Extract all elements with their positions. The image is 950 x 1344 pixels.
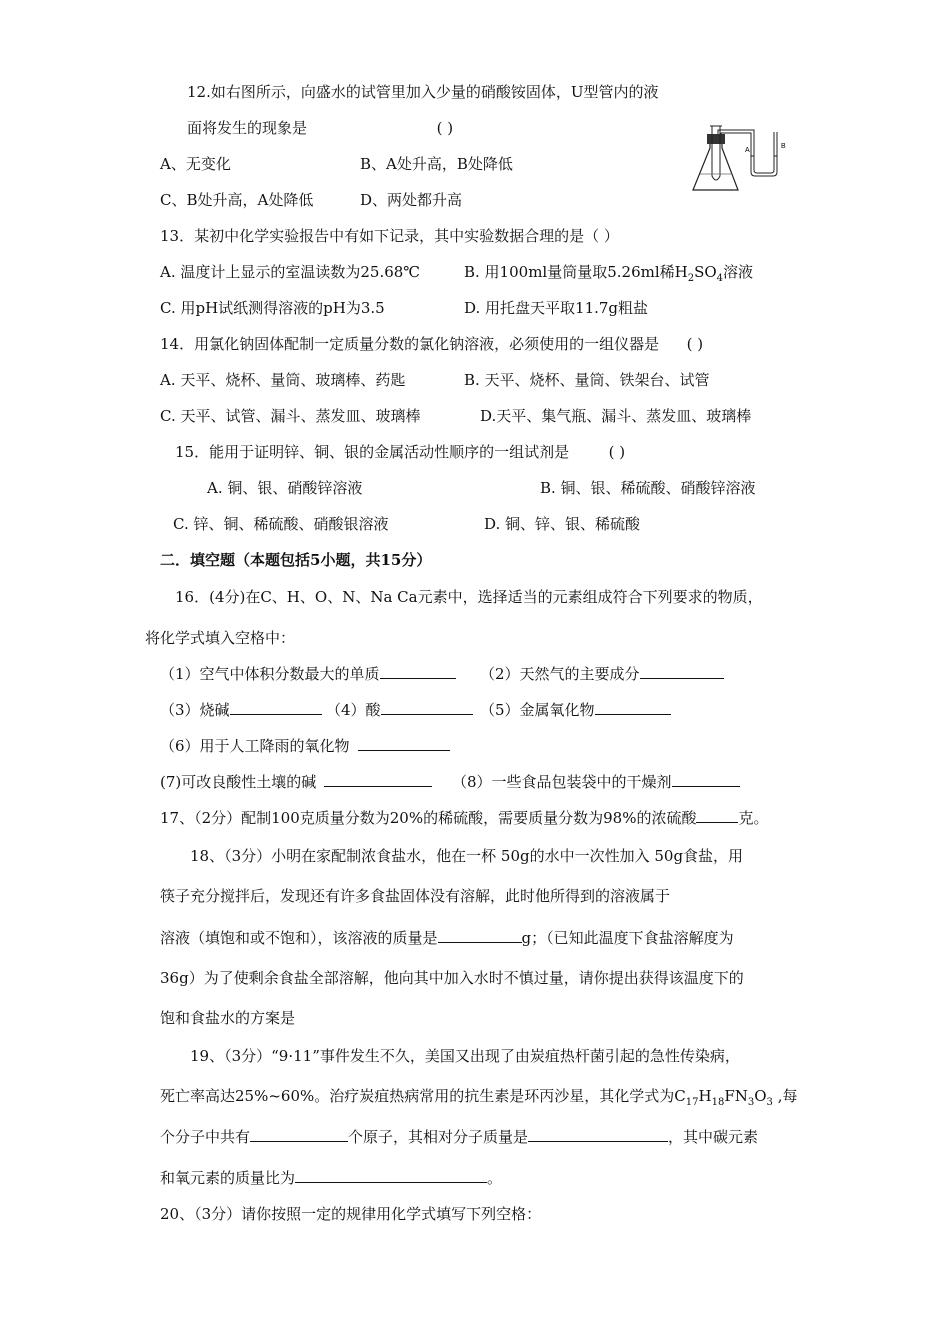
q19-line3 — [160, 1127, 758, 1147]
q19-formula — [674, 1087, 773, 1108]
q18-line2: 筷子充分搅拌后，发现还有许多食盐固体没有溶解，此时他所得到的溶液属于 — [160, 887, 671, 905]
q16-item-6 — [160, 736, 450, 756]
q16-item-7-blank[interactable] — [324, 772, 432, 787]
q15-option-d: D. 铜、锌、银、稀硫酸 — [484, 515, 641, 533]
q15-stem — [175, 442, 625, 462]
q15-option-a: A. 铜、银、硝酸锌溶液 — [207, 479, 363, 497]
q19-line2-pre: 死亡率高达25%~60%。治疗炭疽热病常用的抗生素是环丙沙星，其化学式为 — [160, 1087, 675, 1105]
q13-option-b-pre: B. 用100ml量筒量取5.26ml稀H — [464, 263, 688, 281]
q15-answer-paren: ( ) — [608, 443, 626, 461]
q13-option-b-sub1: 2 — [687, 273, 695, 284]
q14-option-b: B. 天平、烧杯、量筒、铁架台、试管 — [464, 371, 710, 389]
q18-line3 — [160, 928, 734, 948]
q13-option-c: C. 用pH试纸测得溶液的pH为3.5 — [160, 299, 385, 317]
q16-item-2-blank[interactable] — [640, 664, 724, 679]
q16-stem-line1: 16．(4分)在C、H、O、N、Na Ca元素中，选择适当的元素组成符合下列要求的物质， — [175, 588, 763, 606]
q19-formula-o-sub: 3 — [766, 1097, 773, 1108]
q19-line3-b: 个原子，其相对分子质量是 — [348, 1128, 529, 1146]
q17-stem-unit: 克。 — [738, 809, 769, 827]
q12-stem-text: 面将发生的现象是 — [187, 119, 308, 137]
q12-answer-paren: ( ) — [436, 119, 454, 137]
q14-option-d: D.天平、集气瓶、漏斗、蒸发皿、玻璃棒 — [480, 407, 752, 425]
q12-option-b: B、A处升高，B处降低 — [360, 155, 513, 173]
q16-item-8 — [452, 772, 740, 792]
q16-item-4-blank[interactable] — [381, 700, 473, 715]
q14-answer-paren: ( ) — [686, 335, 704, 353]
q17-stem-text: 17、（2分）配制100克质量分数为20%的稀硫酸，需要质量分数为98%的浓硫酸 — [160, 809, 697, 827]
q16-item-6-label: （6）用于人工降雨的氧化物 — [160, 737, 350, 755]
q14-stem — [160, 334, 703, 354]
q14-option-a: A. 天平、烧杯、量筒、玻璃棒、药匙 — [160, 371, 406, 389]
q16-item-7-label: (7)可改良酸性土壤的碱 — [160, 773, 317, 791]
q15-stem-text: 15．能用于证明锌、铜、银的金属活动性顺序的一组试剂是 — [175, 443, 570, 461]
q16-item-6-blank[interactable] — [358, 736, 450, 751]
q20-line1: 20、（3分）请你按照一定的规律用化学式填写下列空格： — [160, 1205, 542, 1223]
q19-formula-fn: FN — [724, 1087, 748, 1105]
q19-mass-ratio-blank[interactable] — [295, 1168, 487, 1183]
q13-option-a: A. 温度计上显示的室温读数为25.68℃ — [160, 263, 421, 281]
section-2-heading: 二．填空题（本题包括5小题，共15分） — [160, 551, 432, 569]
q19-formula-h: H — [698, 1087, 712, 1105]
q13-option-b — [464, 262, 753, 282]
q13-option-b-post: 溶液 — [723, 263, 754, 281]
q17-stem — [160, 808, 768, 828]
q12-stem-line1: 12.如右图所示，向盛水的试管里加入少量的硝酸铵固体，U型管内的液 — [187, 83, 659, 101]
q19-atom-count-blank[interactable] — [250, 1127, 348, 1142]
q13-option-d: D. 用托盘天平取11.7g粗盐 — [464, 299, 649, 317]
q18-line1: 18、（3分）小明在家配制浓食盐水，他在一杯 50g的水中一次性加入 50g食盐，用 — [190, 847, 744, 865]
q12-option-d: D、两处都升高 — [360, 191, 463, 209]
u-tube-apparatus-figure — [688, 112, 798, 198]
q16-item-3-blank[interactable] — [230, 700, 322, 715]
q18-line5: 饱和食盐水的方案是 — [160, 1009, 296, 1027]
q16-item-3-label: （3）烧碱 — [160, 701, 230, 719]
q19-line4-post: 。 — [487, 1169, 503, 1187]
q17-blank[interactable] — [696, 808, 738, 823]
q18-line4: 36g）为了使剩余食盐全部溶解，他向其中加入水时不慎过量，请你提出获得该温度下的 — [160, 969, 744, 987]
q15-option-c: C. 锌、铜、稀硫酸、硝酸银溶液 — [173, 515, 389, 533]
q19-line4-pre: 和氧元素的质量比为 — [160, 1169, 296, 1187]
q19-line3-c: ，其中碳元素 — [668, 1128, 759, 1146]
q16-item-8-label: （8）一些食品包装袋中的干燥剂 — [452, 773, 672, 791]
q19-line3-a: 个分子中共有 — [160, 1128, 251, 1146]
q12-option-c: C、B处升高，A处降低 — [160, 191, 314, 209]
q18-line3-post: g；（已知此温度下食盐溶解度为 — [521, 929, 734, 947]
q16-item-1 — [160, 664, 456, 684]
q13-option-b-mid: SO — [694, 263, 717, 281]
q19-formula-h-sub: 18 — [711, 1097, 725, 1108]
q16-item-8-blank[interactable] — [672, 772, 740, 787]
q19-line2 — [160, 1086, 797, 1106]
q16-item-2 — [480, 664, 724, 684]
q16-item-5-label: （5）金属氧化物 — [480, 701, 595, 719]
q16-item-5 — [480, 700, 671, 720]
q12-stem-line2 — [187, 118, 453, 138]
q12-option-a: A、无变化 — [160, 155, 231, 173]
q19-formula-c: C — [674, 1087, 686, 1105]
q16-item-1-label: （1）空气中体积分数最大的单质 — [160, 665, 380, 683]
q16-item-4 — [326, 700, 473, 720]
q16-item-4-label: （4）酸 — [326, 701, 381, 719]
figure-label-a: A — [745, 147, 750, 154]
q19-molar-mass-blank[interactable] — [528, 1127, 668, 1142]
q16-item-2-label: （2）天然气的主要成分 — [480, 665, 640, 683]
figure-label-b: B — [781, 143, 786, 150]
q16-item-1-blank[interactable] — [380, 664, 456, 679]
q16-item-3 — [160, 700, 322, 720]
q13-stem: 13．某初中化学实验报告中有如下记录，其中实验数据合理的是（ ） — [160, 227, 619, 245]
q16-item-5-blank[interactable] — [595, 700, 671, 715]
q19-formula-o: O — [754, 1087, 767, 1105]
q18-line3-pre: 溶液（填饱和或不饱和），该溶液的质量是 — [160, 929, 438, 947]
q19-formula-n-sub: 3 — [747, 1097, 755, 1108]
q13-option-b-sub2: 4 — [716, 273, 724, 284]
q19-formula-c-sub: 17 — [685, 1097, 699, 1108]
q19-line2-post: ,每 — [772, 1087, 798, 1105]
q19-line4 — [160, 1168, 502, 1188]
q14-option-c: C. 天平、试管、漏斗、蒸发皿、玻璃棒 — [160, 407, 421, 425]
q19-line1: 19、（3分）“9·11”事件发生不久，美国又出现了由炭疽热杆菌引起的急性传染病， — [190, 1047, 740, 1065]
q18-mass-blank[interactable] — [438, 928, 522, 943]
q15-option-b: B. 铜、银、稀硫酸、硝酸锌溶液 — [540, 479, 756, 497]
q16-stem-line2: 将化学式填入空格中： — [145, 629, 296, 647]
q14-stem-text: 14．用氯化钠固体配制一定质量分数的氯化钠溶液，必须使用的一组仪器是 — [160, 335, 660, 353]
q16-item-7 — [160, 772, 432, 792]
